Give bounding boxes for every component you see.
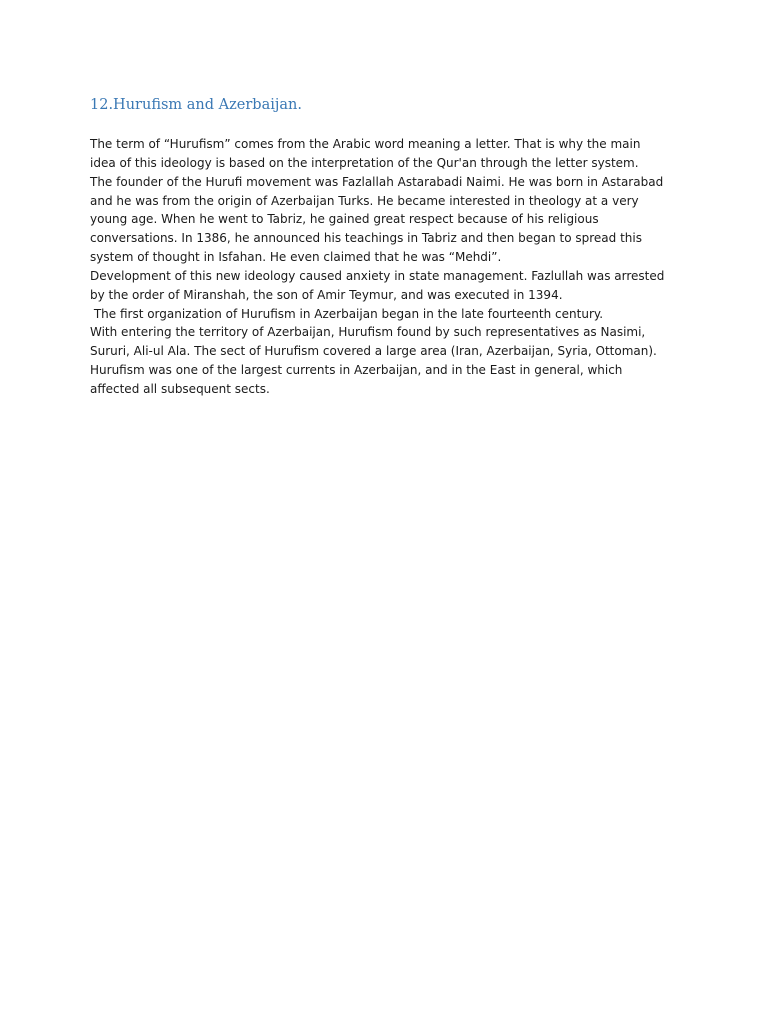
text-line: system of thought in Isfahan. He even claimed that he was “Mehdi”. [90, 250, 502, 265]
text-line: The founder of the Hurufi movement was Fazlallah Astarabadi Naimi. He was born in Astarabad [90, 174, 664, 189]
text-line: idea of this ideology is based on the interpretation of the Qur'an through the letter system. [90, 155, 639, 170]
body-paragraph [90, 135, 690, 399]
text-line: affected all subsequent sects. [90, 381, 270, 396]
text-line: and he was from the origin of Azerbaijan Turks. He became interested in theology at a very [90, 193, 639, 208]
text-line: Sururi, Ali-ul Ala. The sect of Hurufism covered a large area (Iran, Azerbaijan, Syria, Ottoman). [90, 344, 657, 359]
text-line: conversations. In 1386, he announced his teachings in Tabriz and then began to spread this [90, 231, 642, 246]
text-line: Development of this new ideology caused anxiety in state management. Fazlullah was arrested [90, 268, 665, 283]
text-line: young age. When he went to Tabriz, he gained great respect because of his religious [90, 212, 599, 227]
text-line: The term of “Hurufism” comes from the Arabic word meaning a letter. That is why the main [90, 137, 641, 151]
text-line: by the order of Miranshah, the son of Amir Teymur, and was executed in 1394. [90, 287, 563, 302]
section-heading: 12.Hurufism and Azerbaijan. [90, 97, 302, 113]
text-line: Hurufism was one of the largest currents in Azerbaijan, and in the East in general, which [90, 363, 623, 378]
text-line: The first organization of Hurufism in Azerbaijan began in the late fourteenth century. [90, 306, 604, 321]
text-line: With entering the territory of Azerbaijan, Hurufism found by such representatives as Nasimi, [90, 325, 646, 340]
